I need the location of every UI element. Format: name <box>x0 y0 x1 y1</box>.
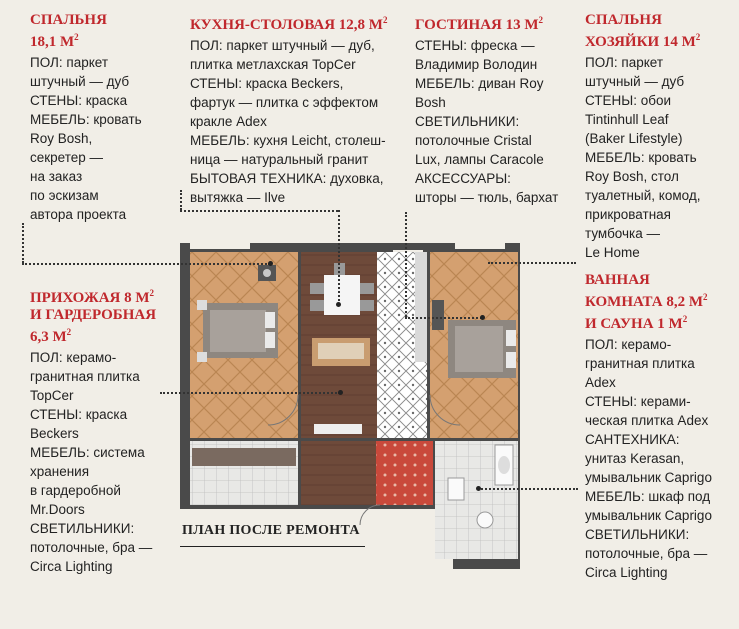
room-detail: ПОЛ: керамо- <box>585 337 672 352</box>
room-detail: штучный — дуб <box>585 74 685 89</box>
room-detail: тумбочка — <box>585 226 661 241</box>
room-detail: АКСЕССУАРЫ: <box>415 171 511 186</box>
room-detail: плитка метлахская TopCer <box>190 57 356 72</box>
leader-line-kitchen <box>180 190 182 210</box>
room-detail: Mr.Doors <box>30 502 85 517</box>
room-detail: потолочные, бра — <box>30 540 153 555</box>
room-detail: TopCer <box>30 388 74 403</box>
room-detail: Roy Bosh, стол <box>585 169 679 184</box>
room-detail: Roy Bosh, <box>30 131 93 146</box>
room-detail: МЕБЕЛЬ: система <box>30 445 145 460</box>
room-detail: гранитная плитка <box>30 369 140 384</box>
room-detail: гранитная плитка <box>585 356 695 371</box>
room-title: СПАЛЬНЯ <box>585 12 662 28</box>
room-detail: секретер — <box>30 150 104 165</box>
room-detail: ПОЛ: паркет <box>585 55 664 70</box>
room-detail: унитаз Kerasan, <box>585 451 685 466</box>
leader-dot-bath <box>476 486 481 491</box>
room-detail: САНТЕХНИКА: <box>585 432 680 447</box>
room-detail: ница — натуральный гранит <box>190 152 369 167</box>
leader-line-bedroom <box>22 223 24 263</box>
room-detail: ПОЛ: паркет <box>30 55 109 70</box>
leader-line-master <box>488 262 576 264</box>
room-block-hall <box>30 285 156 576</box>
room-detail: СВЕТИЛЬНИКИ: <box>585 527 690 542</box>
leader-line-living <box>405 317 482 319</box>
room-detail: хранения <box>30 464 90 479</box>
room-detail: МЕБЕЛЬ: шкаф под <box>585 489 711 504</box>
room-title: КОМНАТА 8,2 $М^2$ <box>585 292 708 310</box>
room-detail: на заказ <box>30 169 83 184</box>
room-detail: МЕБЕЛЬ: диван Roy <box>415 76 544 91</box>
room-block-kitchen <box>190 12 387 207</box>
room-detail: ПОЛ: керамо- <box>30 350 117 365</box>
room-detail: Circa Lighting <box>585 565 668 580</box>
room-detail: автора проекта <box>30 207 127 222</box>
room-detail: Adex <box>585 375 616 390</box>
room-title: И САУНА 1 $М^2$ <box>585 314 688 332</box>
room-detail: потолочные Cristal <box>415 133 532 148</box>
room-title: ГОСТИНАЯ 13 $М^2$ <box>415 15 544 33</box>
caption-underline <box>180 546 365 547</box>
room-title: 18,1 $М^2$ <box>30 32 79 50</box>
leader-line-bedroom <box>22 263 270 265</box>
room-block-master <box>585 12 700 262</box>
room-detail: МЕБЕЛЬ: кухня Leicht, столеш- <box>190 133 386 148</box>
room-detail: Circa Lighting <box>30 559 113 574</box>
room-detail: прикроватная <box>585 207 671 222</box>
room-block-living <box>415 12 558 207</box>
room-detail: СВЕТИЛЬНИКИ: <box>415 114 520 129</box>
leader-line-hall <box>160 392 340 394</box>
room-detail: СТЕНЫ: фреска — <box>415 38 535 53</box>
room-detail: потолочные, бра — <box>585 546 708 561</box>
room-detail: ческая плитка Adex <box>585 413 709 428</box>
room-detail: Beckers <box>30 426 79 441</box>
room-detail: СТЕНЫ: обои <box>585 93 672 108</box>
room-detail: Владимир Володин <box>415 57 538 72</box>
room-detail: шторы — тюль, бархат <box>415 190 559 205</box>
room-title: ВАННАЯ <box>585 272 650 288</box>
room-detail: вытяжка — Ilve <box>190 190 286 205</box>
room-detail: СТЕНЫ: керами- <box>585 394 691 409</box>
room-detail: (Baker Lifestyle) <box>585 131 683 146</box>
room-title: ХОЗЯЙКИ 14 $М^2$ <box>585 32 701 50</box>
room-title: И ГАРДЕРОБНАЯ <box>30 307 157 323</box>
leader-line-kitchen <box>180 210 338 212</box>
room-detail: Le Home <box>585 245 640 260</box>
room-detail: Lux, лампы Caracole <box>415 152 544 167</box>
room-detail: Tintinhull Leaf <box>585 112 669 127</box>
room-detail: СВЕТИЛЬНИКИ: <box>30 521 135 536</box>
room-title: СПАЛЬНЯ <box>30 12 107 28</box>
room-detail: умывальник Caprigo <box>585 508 712 523</box>
room-title: 6,3 $М^2$ <box>30 327 72 345</box>
leader-line-kitchen <box>338 210 340 305</box>
leader-dot-hall <box>338 390 343 395</box>
room-block-bedroom <box>30 12 142 224</box>
leader-line-bath <box>478 488 578 490</box>
leader-dot-living <box>480 315 485 320</box>
room-detail: в гардеробной <box>30 483 121 498</box>
room-detail: туалетный, комод, <box>585 188 701 203</box>
room-detail: по эскизам <box>30 188 99 203</box>
room-detail: СТЕНЫ: краска <box>30 407 128 422</box>
room-detail: СТЕНЫ: краска Beckers, <box>190 76 344 91</box>
room-detail: МЕБЕЛЬ: кровать <box>585 150 697 165</box>
room-title: ПРИХОЖАЯ 8 $М^2$ <box>30 288 155 306</box>
room-detail: БЫТОВАЯ ТЕХНИКА: духовка, <box>190 171 384 186</box>
plan-caption: ПЛАН ПОСЛЕ РЕМОНТА <box>182 523 360 538</box>
room-detail: ПОЛ: паркет штучный — дуб, <box>190 38 375 53</box>
room-detail: умывальник Caprigo <box>585 470 712 485</box>
room-block-bath <box>585 272 712 582</box>
room-detail: СТЕНЫ: краска <box>30 93 128 108</box>
leader-dot-kitchen <box>336 302 341 307</box>
leader-dot-bedroom <box>268 261 273 266</box>
room-detail: МЕБЕЛЬ: кровать <box>30 112 142 127</box>
room-detail: штучный — дуб <box>30 74 130 89</box>
room-detail: кракле Adex <box>190 114 267 129</box>
room-detail: Bosh <box>415 95 446 110</box>
room-title: КУХНЯ-СТОЛОВАЯ 12,8 $М^2$ <box>190 15 388 33</box>
room-detail: фартук — плитка с эффектом <box>190 95 379 110</box>
leader-line-living <box>405 212 407 317</box>
